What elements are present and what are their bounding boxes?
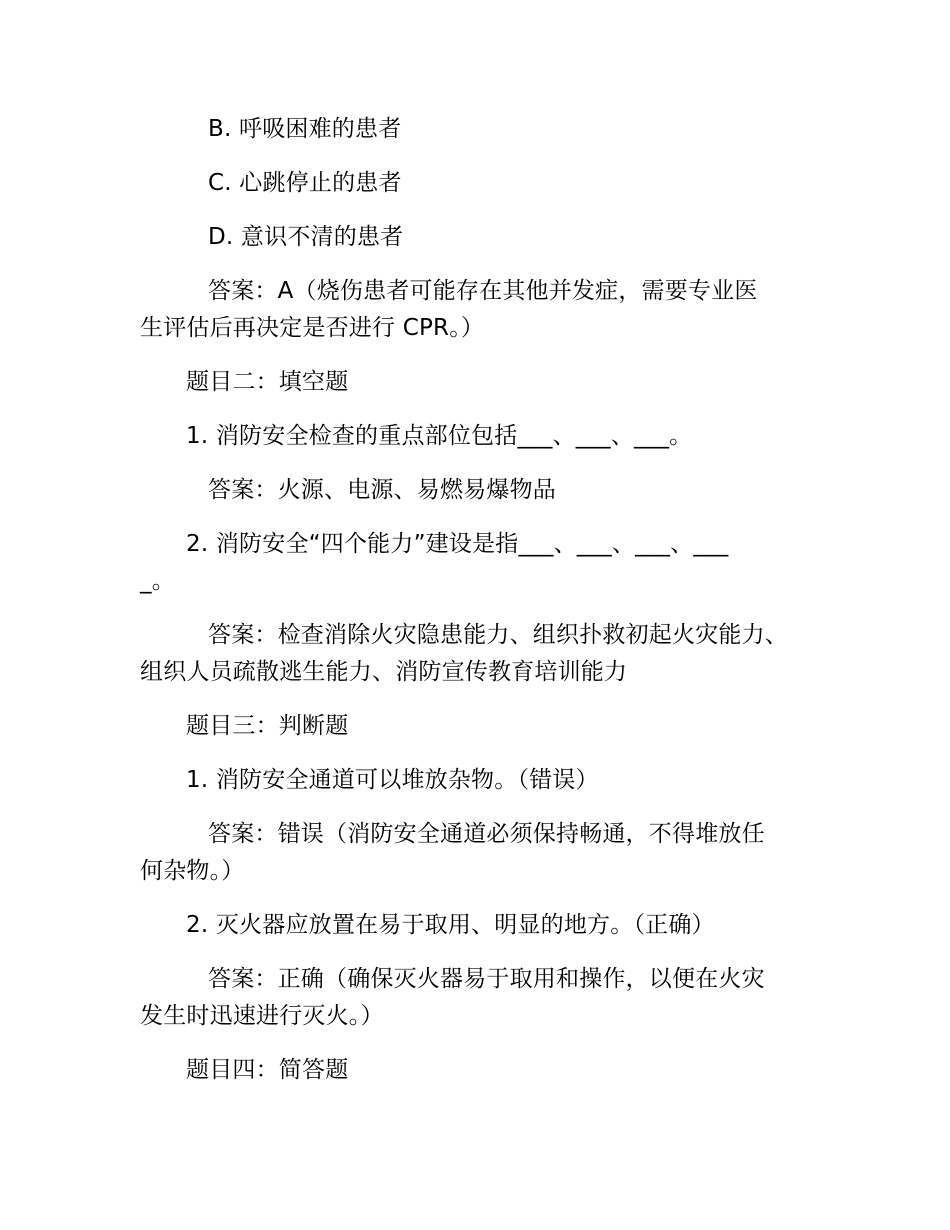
q1-answer-line2: 生评估后再决定是否进行 CPR。） (140, 315, 485, 341)
judge1-question: 1. 消防安全通道可以堆放杂物。（错误） (186, 767, 599, 793)
judge1-answer-line2: 何杂物。） (140, 858, 245, 884)
judge1-answer-line1: 答案：错误（消防安全通道必须保持畅通，不得堆放任 (208, 821, 765, 847)
section4-title: 题目四：简答题 (186, 1057, 349, 1083)
section2-title: 题目二：填空题 (186, 369, 349, 395)
q1-option-d: D. 意识不清的患者 (208, 224, 404, 250)
judge2-answer-line2: 发生时迅速进行灭火。） (140, 1003, 384, 1029)
q1-option-c: C. 心跳停止的患者 (208, 170, 402, 196)
q1-answer-line1: 答案：A（烧伤患者可能存在其他并发症，需要专业医 (208, 278, 758, 304)
fill1-answer: 答案：火源、电源、易燃易爆物品 (208, 477, 556, 503)
q1-option-b: B. 呼吸困难的患者 (208, 116, 402, 142)
fill2-question-line1: 2. 消防安全“四个能力”建设是指___、___、___、___ (186, 531, 729, 557)
fill2-answer-line1: 答案：检查消除火灾隐患能力、组织扑救初起火灾能力、 (208, 622, 788, 648)
section3-title: 题目三：判断题 (186, 713, 349, 739)
judge2-answer-line1: 答案：正确（确保灭火器易于取用和操作，以便在火灾 (208, 966, 765, 992)
fill2-question-line2: _。 (140, 568, 175, 594)
judge2-question: 2. 灭火器应放置在易于取用、明显的地方。（正确） (186, 912, 715, 938)
fill1-question: 1. 消防安全检查的重点部位包括___、___、___。 (186, 423, 693, 449)
fill2-answer-line2: 组织人员疏散逃生能力、消防宣传教育培训能力 (140, 659, 628, 685)
